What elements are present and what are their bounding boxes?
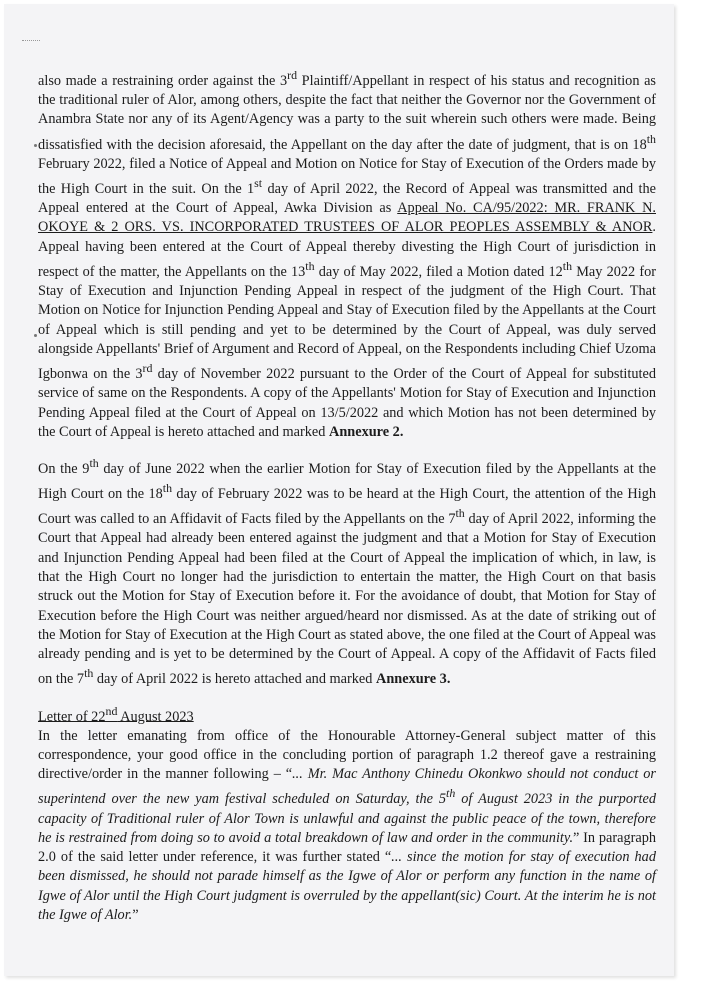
ordinal-suffix: th xyxy=(562,258,573,273)
text: August 2023 xyxy=(117,708,194,725)
text: On the 9 xyxy=(38,460,90,477)
ordinal-suffix: th xyxy=(305,258,315,273)
text: In the letter emanating from office of the Honourable Attorney-General subject matter of this correspondence, your good office in the concluding portion of paragraph 1.2 thereof gave a restraining directive/order in the manner following – “ xyxy=(38,727,656,783)
scan-artifact xyxy=(22,40,40,43)
text: day of April 2022 is hereto attached and marked xyxy=(93,671,376,688)
ordinal-suffix: th xyxy=(446,786,456,801)
text: day of April 2022, informing the Court that Appeal had already been entered against the judgment and that a Motion for Stay of Execution and Injunction Pending Appeal had been filed at the Court of Appeal the implication of which, in law, is that the High Court no longer had the jurisdiction to entertain the matter, the High Court on that basis struck out the Motion for Stay of Execution before it. For the avoidance of doubt, that Motion for Stay of Execution before the High Court was neither argued/heard nor dismissed. As at the date of striking out of the Motion for Stay of Execution at the High Court as stated above, the one filed at the Court of Appeal was already pending and is yet to be determined by the Court of Appeal. A copy of the Affidavit of Facts filed on the 7 xyxy=(38,511,656,688)
text: day of June 2022 when the earlier Motion for Stay of Execution filed by the Appellants at the High Court on the 18 xyxy=(38,460,656,502)
text: day of February 2022 was to be heard at the High Court, the attention of the High Court was called to an Affidavit of Facts filed by the Appellants on the 7 xyxy=(38,486,656,528)
text: day of May 2022, filed a Motion dated 12 xyxy=(314,263,563,280)
ordinal-suffix: th xyxy=(84,666,94,681)
ordinal-suffix: th xyxy=(455,506,465,521)
paragraph-letter-quote xyxy=(38,727,656,926)
text: ” xyxy=(132,907,139,923)
text: Letter of 22 xyxy=(38,708,106,725)
quoted-text: ... since the motion for stay of execution had been dismissed, he should not parade himself as the Igwe of Alor or perform any function in the name of Igwe of Alor until the High Court judgment is overruled by the appellant(sic) Court. At the interim he is not the Igwe of Alor. xyxy=(38,849,656,923)
text: May 2022 for Stay of Execution and Injunction Pending Appeal in respect of the judgment of the High Court. That Motion on Notice for Injunction Pending Appeal and Stay of Execution filed by the Appellants at the Court of Appeal which is still pending and yet to be determined by the Court of Appeal, was duly served alongside Appellants' Brief of Argument and Record of Appeal, on the Respondents including Chief Uzoma Igbonwa on the 3 xyxy=(38,263,656,382)
text: February 2022, filed a Notice of Appeal and Motion on Notice for Stay of Execution of the Orders made by the High Court in the suit. On the 1 xyxy=(38,155,656,197)
quoted-text: ... Mr. Mac Anthony Chinedu Okonkwo should not conduct or superintend over the new yam festival scheduled on Saturday, the 5 xyxy=(38,766,656,808)
scan-speck xyxy=(34,334,37,337)
ordinal-suffix: nd xyxy=(105,703,118,718)
section-heading xyxy=(38,702,656,727)
quoted-text: of August 2023 in the purported capacity of Traditional ruler of Alor Town is unlawful and against the public peace of the town, therefore he is restrained from doing so to avoid a total breakdown of law and order in the community. xyxy=(38,791,656,846)
ordinal-suffix: rd xyxy=(142,361,153,376)
text: also made a restraining order against the 3 xyxy=(38,72,288,89)
text: day of November 2022 pursuant to the Order of the Court of Appeal for substituted service of same on the Respondents. A copy of the Appellants' Motion for Stay of Execution and Injunction Pending Appeal filed at the Court of Appeal on 13/5/2022 and which Motion has not been determined by the Court of Appeal is hereto attached and marked xyxy=(38,365,656,440)
annexure-label: Annexure 3. xyxy=(376,671,451,688)
text: Plaintiff/Appellant in respect of his status and recognition as the traditional ruler of Alor, among others, despite the fact that neither the Governor nor the Government of Anambra State nor any of its Agent/Agency was a party to the suit wherein such others were made. Being dissatisfied with the decision aforesaid, the Appellant on the day after the date of judgment, that is on 18 xyxy=(38,72,656,153)
document-page xyxy=(4,4,674,976)
ordinal-suffix: th xyxy=(89,456,99,471)
paragraph-stay-of-execution xyxy=(38,454,656,689)
ordinal-suffix: st xyxy=(254,176,263,191)
annexure-label: Annexure 2. xyxy=(329,423,404,440)
scan-speck xyxy=(34,144,37,147)
text: . Appeal having been entered at the Court of Appeal thereby divesting the High Court of jurisdiction in respect of the matter, the Appellants on the 13 xyxy=(38,219,656,280)
paragraph-appeal-history xyxy=(38,66,656,442)
text: day of April 2022, the Record of Appeal was transmitted and the Appeal entered at the Court of Appeal, Awka Division as xyxy=(38,180,657,217)
ordinal-suffix: th xyxy=(162,481,173,496)
ordinal-suffix: rd xyxy=(287,68,298,82)
document-body xyxy=(38,66,656,931)
text: ” In paragraph 2.0 of the said letter under reference, it was further stated “ xyxy=(38,829,656,866)
ordinal-suffix: th xyxy=(646,131,656,146)
case-citation: Appeal No. CA/95/2022: MR. FRANK N. OKOYE & 2 ORS. VS. INCORPORATED TRUSTEES OF ALOR PEOPLES ASSEMBLY & ANOR xyxy=(38,200,656,236)
